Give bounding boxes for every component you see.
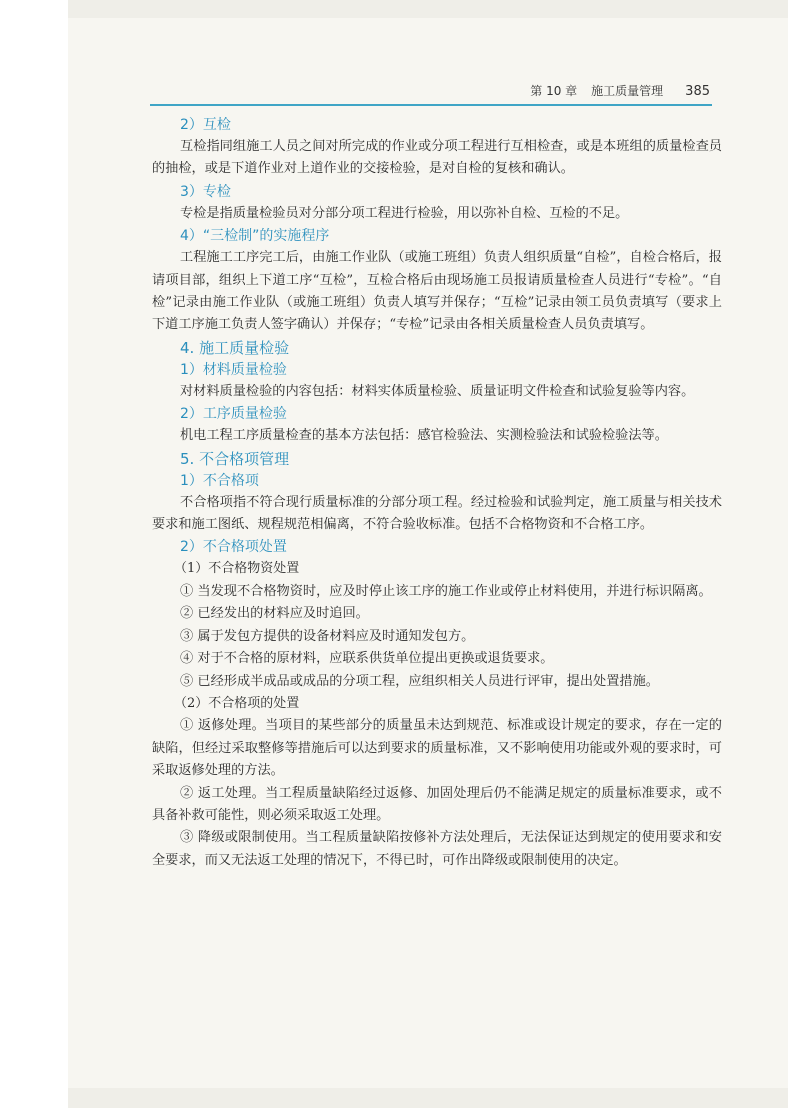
running-header [150, 82, 710, 104]
heading-nonconformance: 5. 不合格项管理 [180, 449, 290, 468]
page-number: 385 [685, 84, 710, 99]
paragraph-mutual-check: 互检指同组施工人员之间对所完成的作业或分项工程进行互相检查，或是本班组的质量检查员的抽检，或是下道作业对上道作业的交接检验，是对自检的复核和确认。 [152, 139, 722, 177]
page-bottom-edge [68, 1088, 788, 1108]
heading-special-check: 3）专检 [180, 183, 231, 200]
heading-nonconformance-definition: 1）不合格项 [180, 472, 259, 489]
list-item: ④ 对于不合格的原材料，应联系供货单位提出更换或退货要求。 [180, 651, 554, 667]
paragraph-process-inspection: 机电工程工序质量检查的基本方法包括：感官检验法、实测检验法和试验检验法等。 [180, 428, 668, 444]
header-rule [150, 104, 712, 106]
paragraph-three-check-procedure: 工程施工工序完工后，由施工作业队（或施工班组）负责人组织质量“自检”，自检合格后，报请项目部，组织上下道工序“互检”，互检合格后由现场施工员报请质量检查人员进行“专检”。“自检”记录由施工作业队（或施工班组）负责人填写并保存；“互检”记录由领工员负责填写（要求上下道工序施工负责人签字确认）并保存；“专检”记录由各相关质量检查人员负责填写。 [152, 250, 722, 333]
list-item: ① 返修处理。当项目的某些部分的质量虽未达到规范、标准或设计规定的要求，存在一定的缺陷，但经过采取整修等措施后可以达到要求的质量标准，又不影响使用功能或外观的要求时，可采取返修处理的方法。 [152, 718, 722, 779]
heading-quality-inspection: 4. 施工质量检验 [180, 338, 290, 357]
list-item: ② 已经发出的材料应及时追回。 [180, 606, 369, 622]
page-body [152, 114, 722, 872]
heading-nonconforming-materials: （1）不合格物资处置 [174, 561, 300, 577]
list-item: ① 当发现不合格物资时，应及时停止该工序的施工作业或停止材料使用，并进行标识隔离。 [180, 583, 712, 599]
heading-material-inspection: 1）材料质量检验 [180, 361, 287, 378]
page-top-edge [68, 0, 788, 18]
list-item: ② 返工处理。当工程质量缺陷经过返修、加固处理后仍不能满足规定的质量标准要求，或不具备补救可能性，则必须采取返工处理。 [152, 785, 722, 823]
heading-three-check-procedure: 4）“三检制”的实施程序 [180, 228, 330, 245]
paragraph-material-inspection: 对材料质量检验的内容包括：材料实体质量检验、质量证明文件检查和试验复验等内容。 [180, 383, 695, 399]
heading-nonconformance-handling: 2）不合格项处置 [180, 539, 287, 556]
paragraph-special-check: 专检是指质量检验员对分部分项工程进行检验，用以弥补自检、互检的不足。 [180, 205, 629, 221]
chapter-number: 第 10 章 [530, 84, 578, 98]
paragraph-nonconformance-definition: 不合格项指不符合现行质量标准的分部分项工程。经过检验和试验判定，施工质量与相关技术要求和施工图纸、规程规范相偏离，不符合验收标准。包括不合格物资和不合格工序。 [152, 494, 722, 533]
list-item: ③ 属于发包方提供的设备材料应及时通知发包方。 [180, 628, 475, 644]
list-item: ⑤ 已经形成半成品或成品的分项工程，应组织相关人员进行评审，提出处置措施。 [180, 673, 659, 689]
chapter-title: 施工质量管理 [591, 84, 664, 98]
heading-nonconforming-items: （2）不合格项的处置 [174, 695, 300, 711]
heading-mutual-check: 2）互检 [180, 117, 231, 133]
heading-process-inspection: 2）工序质量检验 [180, 406, 287, 423]
list-item: ③ 降级或限制使用。当工程质量缺陷按修补方法处理后，无法保证达到规定的使用要求和安全要求，而又无法返工处理的情况下，不得已时，可作出降级或限制使用的决定。 [152, 830, 722, 868]
